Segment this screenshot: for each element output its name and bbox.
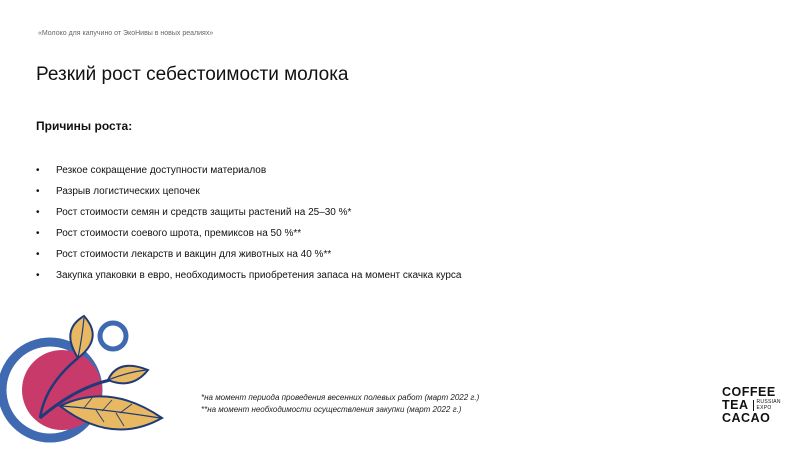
logo-line-coffee: COFFEE xyxy=(722,385,776,399)
list-item-text: Резкое сокращение доступности материалов xyxy=(56,165,267,176)
list-item-text: Закупка упаковки в евро, необходимость приобретения запаса на момент скачка курса xyxy=(56,270,462,281)
list-item-text: Разрыв логистических цепочек xyxy=(56,186,200,197)
logo-line-cacao: CACAO xyxy=(722,411,771,425)
bullet-icon: • xyxy=(36,270,40,281)
decorative-leaves-illustration xyxy=(0,310,180,450)
list-item xyxy=(36,206,462,227)
list-item-text: Рост стоимости соевого шрота, премиксов на 50 %** xyxy=(56,228,302,239)
list-item xyxy=(36,227,462,248)
bullet-icon: • xyxy=(36,186,40,197)
reasons-list xyxy=(36,164,462,290)
list-item-text: Рост стоимости семян и средств защиты растений на 25–30 %* xyxy=(56,207,352,218)
logo-subtitle xyxy=(753,400,781,411)
list-item xyxy=(36,248,462,269)
list-item xyxy=(36,185,462,206)
list-item xyxy=(36,164,462,185)
footnote-1: *на момент периода проведения весенних полевых работ (март 2022 г.) xyxy=(201,393,480,402)
footnotes xyxy=(201,392,479,416)
bullet-icon: • xyxy=(36,165,40,176)
header-caption: «Молоко для капучино от ЭкоНивы в новых реалиях» xyxy=(38,30,214,37)
footnote-2: **на момент необходимости осуществления закупки (март 2022 г.) xyxy=(201,405,462,414)
bullet-icon: • xyxy=(36,207,40,218)
slide-title: Резкий рост себестоимости молока xyxy=(36,64,349,85)
list-item-text: Рост стоимости лекарств и вакцин для животных на 40 %** xyxy=(56,249,332,260)
small-ring-shape xyxy=(100,323,126,349)
bullet-icon: • xyxy=(36,249,40,260)
logo-line-tea: TEA xyxy=(722,398,749,412)
leaf-right-icon xyxy=(108,366,148,384)
reasons-heading: Причины роста: xyxy=(36,119,133,133)
logo-sub-expo: EXPO xyxy=(756,404,772,411)
logo-sub-russian: RUSSIAN xyxy=(756,399,781,405)
bullet-icon: • xyxy=(36,228,40,239)
list-item xyxy=(36,269,462,290)
coffee-tea-cacao-logo xyxy=(722,386,794,425)
